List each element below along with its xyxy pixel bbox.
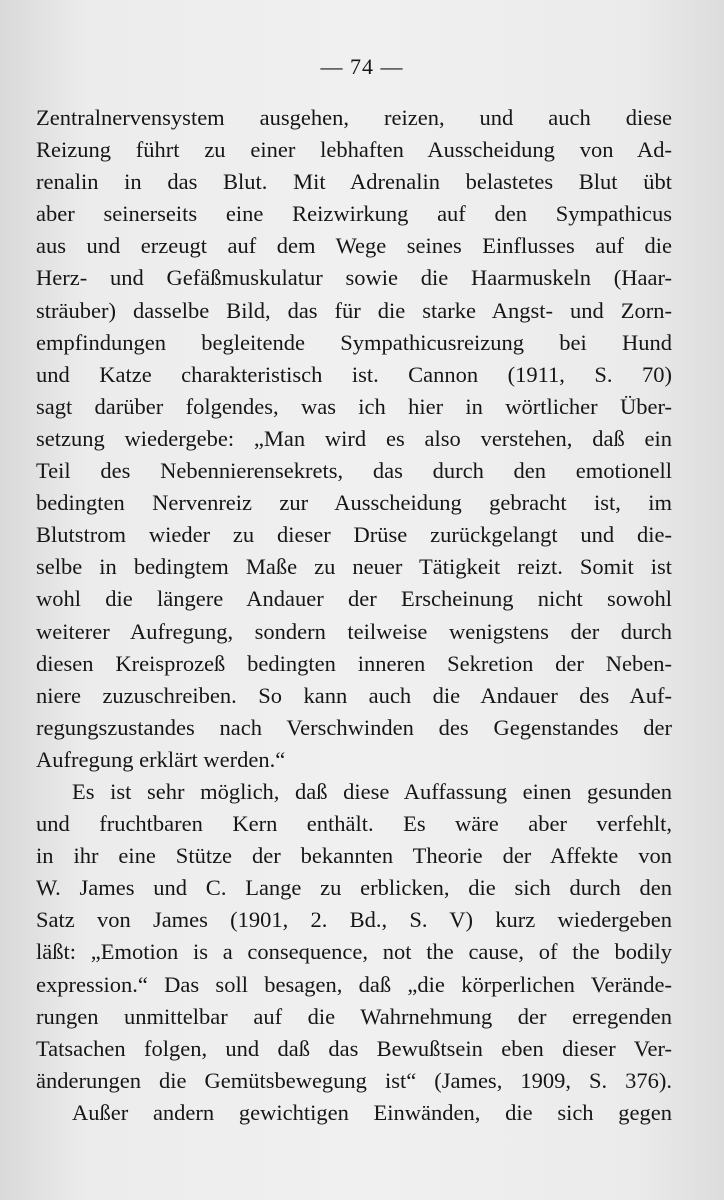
text-line: weiterer Aufregung, sondern teilweise wenigstens der durch bbox=[36, 618, 672, 644]
text-line: expression.“ Das soll besagen, daß „die körperlichen Verände- bbox=[36, 971, 672, 997]
text-line: und Katze charakteristisch ist. Cannon (1911, S. 70) bbox=[36, 361, 672, 387]
text-line: aber seinerseits eine Reizwirkung auf den Sympathicus bbox=[36, 201, 672, 227]
text-line: sagt darüber folgendes, was ich hier in wörtlicher Über- bbox=[36, 393, 672, 419]
text-line: diesen Kreisprozeß bedingten inneren Sekretion der Neben- bbox=[36, 650, 672, 676]
text-line: und fruchtbaren Kern enthält. Es wäre aber verfehlt, bbox=[36, 811, 672, 837]
text-line: selbe in bedingtem Maße zu neuer Tätigkeit reizt. Somit ist bbox=[36, 554, 672, 580]
text-line: änderungen die Gemütsbewegung ist“ (James, 1909, S. 376). bbox=[36, 1067, 672, 1093]
text-line: Zentralnervensystem ausgehen, reizen, und auch diese bbox=[36, 105, 672, 130]
text-line: wohl die längere Andauer der Erscheinung nicht sowohl bbox=[36, 586, 672, 612]
text-line: Blutstrom wieder zu dieser Drüse zurückgelangt und die- bbox=[36, 522, 672, 548]
text-line: sträuber) dasselbe Bild, das für die starke Angst- und Zorn- bbox=[36, 297, 672, 323]
text-line: Satz von James (1901, 2. Bd., S. V) kurz wiedergeben bbox=[36, 907, 672, 933]
text-line: Aufregung erklärt werden.“ bbox=[36, 746, 286, 772]
text-line: empfindungen begleitende Sympathicusreizung bei Hund bbox=[36, 329, 672, 355]
text-line: rungen unmittelbar auf die Wahrnehmung der erregenden bbox=[36, 1003, 672, 1029]
text-line: läßt: „Emotion is a consequence, not the cause, of the bodily bbox=[36, 939, 672, 965]
body-text bbox=[36, 102, 672, 1129]
text-line: in ihr eine Stütze der bekannten Theorie der Affekte von bbox=[36, 843, 672, 869]
text-line: Herz- und Gefäßmuskulatur sowie die Haarmuskeln (Haar- bbox=[36, 265, 672, 291]
text-line: niere zuzuschreiben. So kann auch die Andauer des Auf- bbox=[36, 682, 672, 708]
text-line: Reizung führt zu einer lebhaften Ausscheidung von Ad- bbox=[36, 137, 672, 163]
text-line: bedingten Nervenreiz zur Ausscheidung gebracht ist, im bbox=[36, 490, 672, 516]
text-line: Teil des Nebennierensekrets, das durch den emotionell bbox=[36, 458, 672, 484]
page-number: — 74 — bbox=[320, 54, 404, 79]
text-line: aus und erzeugt auf dem Wege seines Einflusses auf die bbox=[36, 233, 672, 259]
text-line: Außer andern gewichtigen Einwänden, die sich gegen bbox=[72, 1099, 672, 1125]
text-line: regungszustandes nach Verschwinden des Gegenstandes der bbox=[36, 714, 672, 740]
text-line: renalin in das Blut. Mit Adrenalin belastetes Blut übt bbox=[36, 169, 672, 195]
text-line: Es ist sehr möglich, daß diese Auffassung einen gesunden bbox=[72, 778, 672, 804]
text-line: Tatsachen folgen, und daß das Bewußtsein eben dieser Ver- bbox=[36, 1035, 672, 1061]
text-line: W. James und C. Lange zu erblicken, die sich durch den bbox=[36, 875, 672, 901]
text-line: setzung wiedergebe: „Man wird es also verstehen, daß ein bbox=[36, 425, 672, 451]
